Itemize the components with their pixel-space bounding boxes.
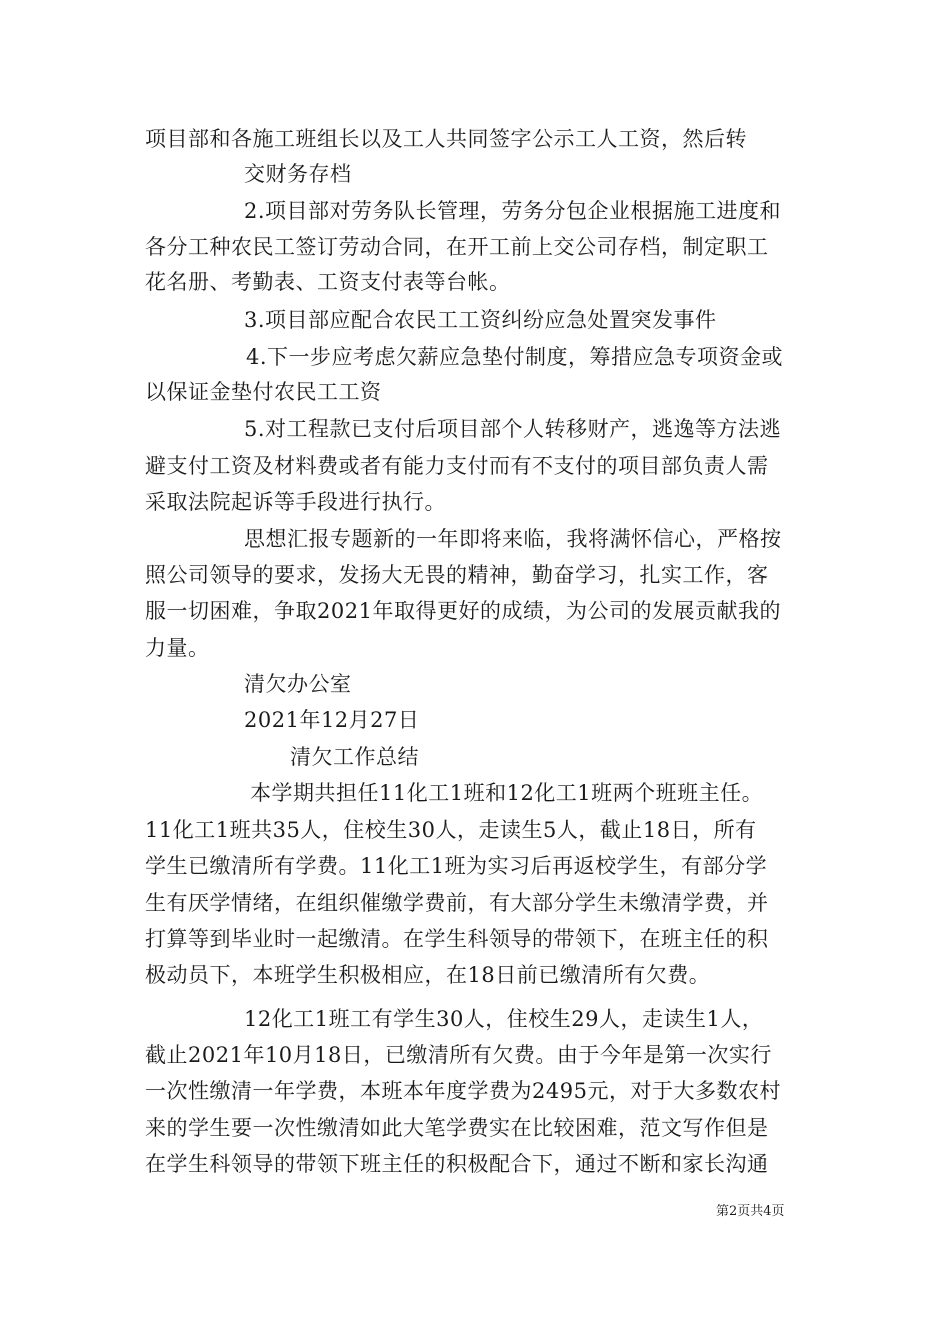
- paragraph-line: 2.项目部对劳务队长管理，劳务分包企业根据施工进度和: [244, 199, 782, 223]
- paragraph-line: 极动员下，本班学生积极相应，在18日前已缴清所有欠费。: [145, 963, 711, 987]
- paragraph-line: 11化工1班共35人，住校生30人，走读生5人，截止18日，所有: [145, 818, 757, 842]
- paragraph-line: 项目部和各施工班组长以及工人共同签字公示工人工资，然后转: [145, 127, 747, 151]
- paragraph-line: 力量。: [145, 636, 210, 660]
- paragraph-line: 4.下一步应考虑欠薪应急垫付制度，筹措应急专项资金或: [246, 345, 784, 369]
- paragraph-line: 采取法院起诉等手段进行执行。: [145, 490, 446, 514]
- paragraph-line: 交财务存档: [244, 162, 352, 186]
- signature-office: 清欠办公室: [244, 672, 352, 696]
- paragraph-line: 来的学生要一次性缴清如此大笔学费实在比较困难，范文写作但是: [145, 1116, 769, 1140]
- section-title: 清欠工作总结: [290, 745, 419, 769]
- paragraph-line: 12化工1班工有学生30人，住校生29人，走读生1人，: [244, 1007, 764, 1031]
- paragraph-line: 以保证金垫付农民工工资: [145, 380, 382, 404]
- paragraph-line: 本学期共担任11化工1班和12化工1班两个班班主任。: [250, 781, 764, 805]
- paragraph-line: 一次性缴清一年学费，本班本年度学费为2495元，对于大多数农村: [145, 1079, 781, 1103]
- page-number: 第2页共4页: [716, 1204, 785, 1219]
- paragraph-line: 花名册、考勤表、工资支付表等台帐。: [145, 270, 511, 294]
- paragraph-line: 服一切困难，争取2021年取得更好的成绩，为公司的发展贡献我的: [145, 599, 781, 623]
- paragraph-line: 各分工种农民工签订劳动合同，在开工前上交公司存档，制定职工: [145, 235, 769, 259]
- paragraph-line: 避支付工资及材料费或者有能力支付而有不支付的项目部负责人需: [145, 454, 769, 478]
- paragraph-line: 生有厌学情绪，在组织催缴学费前，有大部分学生未缴清学费，并: [145, 891, 769, 915]
- paragraph-line: 截止2021年10月18日，已缴清所有欠费。由于今年是第一次实行: [145, 1043, 772, 1067]
- paragraph-line: 照公司领导的要求，发扬大无畏的精神，勤奋学习，扎实工作，客: [145, 563, 769, 587]
- paragraph-line: 5.对工程款已支付后项目部个人转移财产，逃逸等方法逃: [244, 417, 782, 441]
- paragraph-line: 思想汇报专题新的一年即将来临，我将满怀信心，严格按: [244, 527, 782, 551]
- signature-date: 2021年12月27日: [244, 708, 420, 732]
- paragraph-line: 学生已缴清所有学费。11化工1班为实习后再返校学生，有部分学: [145, 854, 768, 878]
- paragraph-line: 打算等到毕业时一起缴清。在学生科领导的带领下，在班主任的积: [145, 927, 769, 951]
- paragraph-line: 3.项目部应配合农民工工资纠纷应急处置突发事件: [244, 308, 717, 332]
- paragraph-line: 在学生科领导的带领下班主任的积极配合下，通过不断和家长沟通: [145, 1152, 769, 1176]
